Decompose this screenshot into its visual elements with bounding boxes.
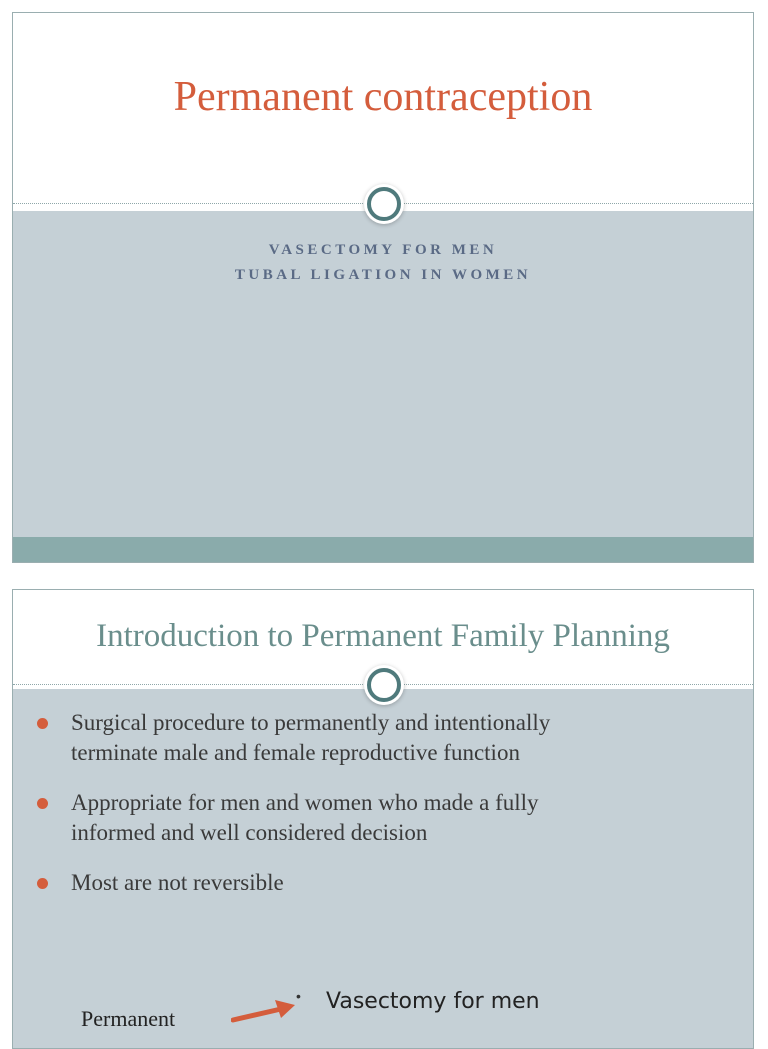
slide-title-heading: Introduction to Permanent Family Planning [96, 618, 670, 654]
bullet-text-line: Appropriate for men and women who made a fully [71, 790, 539, 815]
ring-ornament-icon [367, 187, 401, 221]
ring-ornament-icon [367, 668, 401, 702]
bullet-text-line: Most are not reversible [71, 870, 284, 895]
sub-bullet-dot-icon: • [296, 988, 301, 1004]
subtitle-line-1: VASECTOMY FOR MEN [268, 242, 498, 258]
bullet-dot-icon [37, 878, 48, 889]
footer-band [13, 537, 753, 563]
diagram-item: Vasectomy for men [326, 989, 540, 1014]
bullet-text-line: terminate male and female reproductive function [71, 740, 520, 765]
title-panel [13, 13, 753, 207]
bullet-item [33, 708, 733, 768]
diagram-label: Permanent [81, 1006, 176, 1031]
bullet-text-line: informed and well considered decision [71, 820, 428, 845]
slide-introduction [12, 589, 754, 1049]
bullet-item [33, 788, 733, 848]
bullet-dot-icon [37, 718, 48, 729]
bullet-text-line: Surgical procedure to permanently and intentionally [71, 710, 551, 735]
subtitle-panel [13, 211, 753, 537]
slide-title [12, 12, 754, 563]
slide-title-heading: Permanent contraception [173, 74, 593, 120]
bullet-list [33, 708, 733, 918]
bullet-dot-icon [37, 798, 48, 809]
arrow-right-icon [231, 998, 297, 1024]
bullet-item [33, 868, 733, 898]
subtitle-line-2: TUBAL LIGATION IN WOMEN [234, 267, 532, 283]
